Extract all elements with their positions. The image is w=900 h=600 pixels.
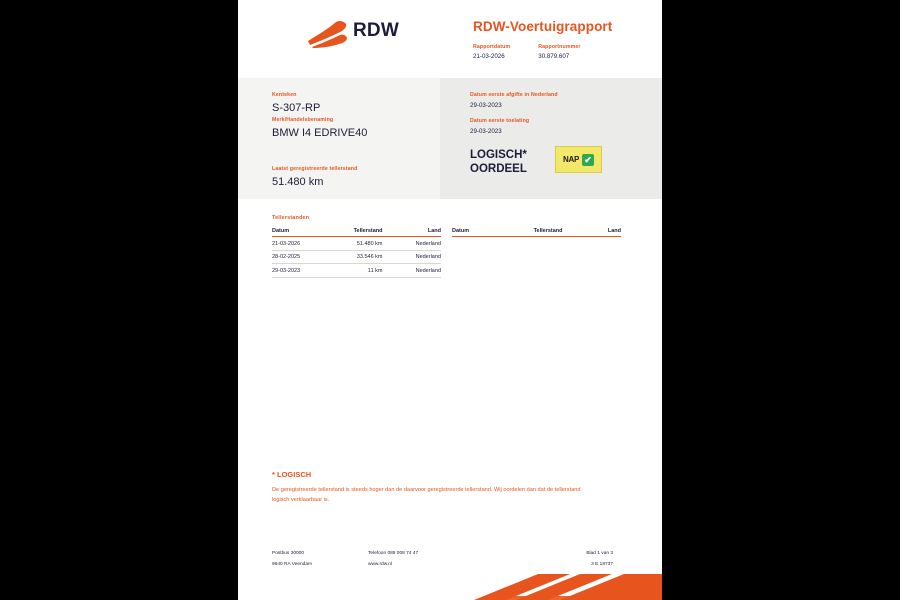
cell-country: Nederland <box>415 240 441 247</box>
page-title: RDW-Voertuigrapport <box>473 19 613 34</box>
cell-reading: 11 km <box>367 267 383 274</box>
meta-report-number <box>538 44 580 60</box>
footer-decorative-graphic <box>238 572 662 600</box>
field-kenteken-value: S-307-RP <box>272 102 321 114</box>
document-header <box>238 0 662 78</box>
rdw-wordmark: RDW <box>353 20 399 41</box>
footer-address-line-2: 9640 RA Veendam <box>272 562 313 568</box>
column-header-country: Land <box>427 228 441 234</box>
column-header-date: Datum <box>452 228 470 234</box>
column-header-reading: Tellerstand <box>533 228 563 234</box>
check-icon: ✔ <box>582 154 594 166</box>
cell-reading: 33.546 km <box>356 254 383 260</box>
meta-report-date-value: 21-03-2026 <box>473 53 505 60</box>
cell-date: 28-02-2025 <box>272 254 301 260</box>
footer-phone: Telefoon 088 008 74 47 <box>368 551 419 556</box>
field-merk <box>272 117 367 139</box>
table-row <box>272 251 441 265</box>
cell-date: 21-03-2026 <box>272 240 301 247</box>
table-header-row <box>272 228 441 237</box>
field-merk-label: Merk/Handelsbenaming <box>272 117 334 123</box>
table-row <box>272 264 441 278</box>
field-first-admission-value: 29-03-2023 <box>470 128 502 135</box>
footer-address-line-1: Postbus 30000 <box>272 551 305 556</box>
odometer-table-left <box>272 228 441 278</box>
nap-badge <box>555 146 602 173</box>
field-last-odometer <box>272 166 357 188</box>
verdict-text <box>470 148 527 176</box>
nap-label: NAP <box>563 155 579 164</box>
field-kenteken-label: Kenteken <box>272 92 297 98</box>
footer-page-number: Blad 1 van 3 <box>586 551 613 556</box>
rdw-flame-icon <box>306 19 348 49</box>
footnote <box>272 470 612 505</box>
vehicle-info-band <box>238 78 662 199</box>
field-first-issue-nl-label: Datum eerste afgifte in Nederland <box>470 92 558 98</box>
field-last-odometer-value: 51.480 km <box>272 176 324 188</box>
verdict-line-1: LOGISCH* <box>470 149 527 161</box>
table-header-row <box>452 228 621 237</box>
rdw-flame-stripes-icon <box>238 572 662 600</box>
column-header-date: Datum <box>272 228 290 234</box>
field-kenteken <box>272 92 320 114</box>
field-first-admission-label: Datum eerste toelating <box>470 118 530 124</box>
footer-doc-code: 3 E 18737 <box>591 562 613 568</box>
table-row <box>272 237 441 251</box>
column-header-country: Land <box>607 228 621 234</box>
field-first-issue-nl-value: 29-03-2023 <box>470 102 502 109</box>
cell-reading: 51.480 km <box>356 240 383 247</box>
document-page <box>238 0 662 600</box>
meta-report-number-value: 30.879.607 <box>538 53 570 60</box>
meta-report-number-label: Rapportnummer <box>538 44 581 50</box>
meta-report-date-label: Rapportdatum <box>473 44 511 50</box>
footer-pagination <box>553 548 613 570</box>
cell-date: 29-03-2023 <box>272 267 301 274</box>
cell-country: Nederland <box>415 254 441 260</box>
verdict-line-2: OORDEEL <box>470 163 527 176</box>
report-meta <box>473 44 581 60</box>
footnote-title: * LOGISCH <box>272 470 312 479</box>
footer-website[interactable]: www.rdw.nl <box>368 562 392 568</box>
field-last-odometer-label: Laatst geregistreerde tellerstand <box>272 166 358 172</box>
field-first-issue-nl <box>470 92 558 109</box>
footer-address <box>272 548 312 570</box>
rdw-logo <box>271 14 401 50</box>
field-first-admission <box>470 118 529 135</box>
footnote-body: De geregistreerde tellerstand is steeds hoger dan de daarvoor geregistreerde tellerstand. Wij oordelen dan dat de tellerstand logisch verklaarbaar is. <box>272 487 581 503</box>
meta-report-date <box>473 44 510 60</box>
footer-contact <box>368 548 418 570</box>
cell-country: Nederland <box>415 267 441 274</box>
field-merk-value: BMW I4 EDRIVE40 <box>272 127 368 139</box>
odometer-section-title: Tellerstanden <box>272 215 310 221</box>
odometer-table-right <box>452 228 621 237</box>
column-header-reading: Tellerstand <box>353 228 383 234</box>
